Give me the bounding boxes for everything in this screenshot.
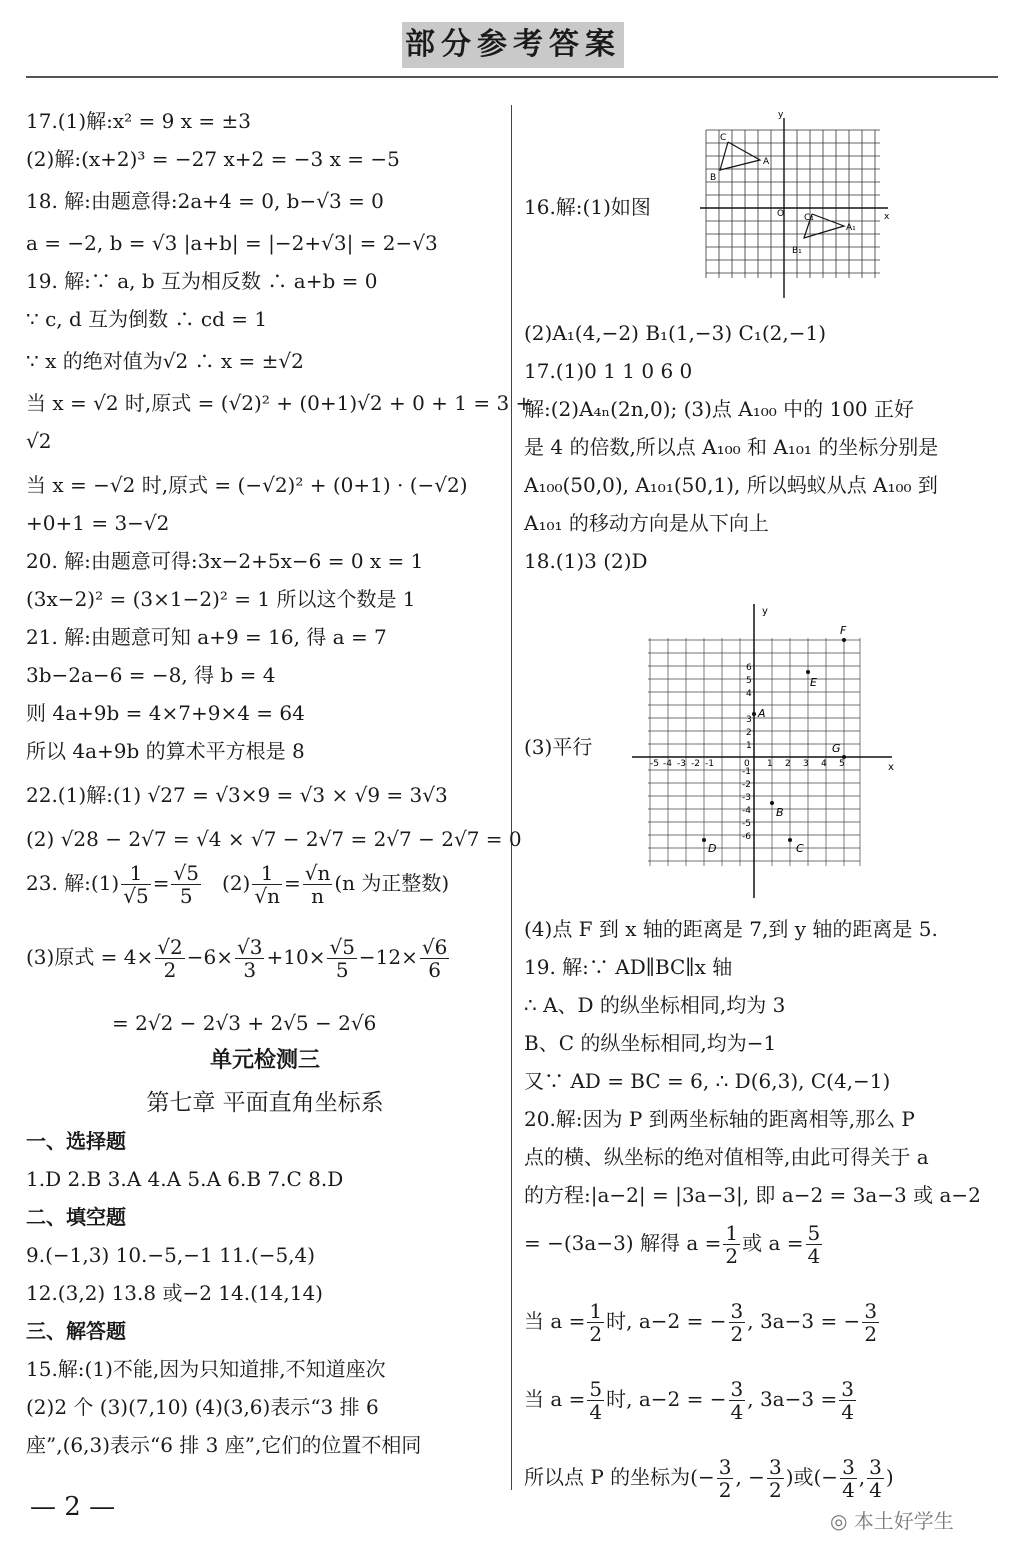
watermark: ◎ 本土好学生: [830, 1509, 954, 1533]
answer-line: 3b−2a−6 = −8, 得 b = 4: [26, 663, 276, 687]
point-label: A₁: [846, 223, 856, 233]
answer-line: ∵ c, d 互为倒数 ∴ cd = 1: [26, 307, 268, 331]
answer-line: 15.解:(1)不能,因为只知道排,不知道座次: [26, 1357, 386, 1381]
point-label: B: [710, 173, 717, 183]
answer-line: (2)A₁(4,−2) B₁(1,−3) C₁(2,−1): [524, 321, 827, 345]
answer-line-fractions: 23. 解:(1) $\frac{1}{√5}$ = $\frac{√5}{5}$ (2) $\frac{1}{√n}$ = $\frac{√n}{n}$ (n 为正整数): [26, 861, 450, 908]
answer-line: √2: [26, 429, 52, 453]
svg-text:-4: -4: [742, 806, 751, 816]
point-label: D: [708, 842, 717, 855]
point-label: C: [796, 842, 804, 855]
point-label: C₁: [804, 213, 814, 223]
svg-text:-2: -2: [691, 759, 700, 769]
svg-text:3: 3: [803, 759, 809, 769]
answer-line: 17.(1)解:x² = 9 x = ±3: [26, 109, 251, 133]
answer-line-fractions: (3)原式 = 4× $\frac{√2}{2}$ −6× $\frac{√3}{3}$ +10× $\frac{√5}{5}$ −12× $\frac{√6}{6}$: [26, 935, 448, 982]
answer-line: 12.(3,2) 13.8 或−2 14.(14,14): [26, 1281, 323, 1305]
answer-line-fractions: 所以点 P 的坐标为(− $\frac{3}{2}$ , − $\frac{3}{2}$ )或(− $\frac{3}{4}$ , $\frac{3}{4}$ ): [524, 1455, 894, 1502]
point-label: A: [758, 707, 766, 720]
svg-text:5: 5: [839, 759, 845, 769]
unit-title: 单元检测三: [209, 1048, 320, 1073]
svg-text:-4: -4: [663, 759, 672, 769]
page-title: 部分参考答案: [402, 22, 624, 68]
answer-line: 点的横、纵坐标的绝对值相等,由此可得关于 a: [524, 1145, 929, 1169]
coordinate-grid-figure-1: [700, 108, 900, 300]
answer-line-fractions: 当 a = $\frac{1}{2}$ 时, a−2 = − $\frac{3}{2}$ , 3a−3 = − $\frac{3}{2}$: [524, 1299, 878, 1346]
answer-line: (3x−2)² = (3×1−2)² = 1 所以这个数是 1: [26, 587, 416, 611]
answer-line: (3)平行: [524, 735, 593, 759]
svg-text:-5: -5: [650, 759, 659, 769]
svg-text:3: 3: [746, 715, 752, 725]
answer-line: 17.(1)0 1 1 0 6 0: [524, 359, 693, 383]
answer-line: (2) √28 − 2√7 = √4 × √7 − 2√7 = 2√7 − 2√7 = 0: [26, 827, 522, 851]
answer-line: 20.解:因为 P 到两坐标轴的距离相等,那么 P: [524, 1107, 915, 1131]
svg-text:2: 2: [785, 759, 791, 769]
header-rule: [26, 76, 998, 78]
right-column-middle: [524, 314, 1000, 580]
svg-text:5: 5: [746, 676, 752, 686]
point-label: C: [720, 133, 727, 143]
answer-line: (2)解:(x+2)³ = −27 x+2 = −3 x = −5: [26, 147, 400, 171]
answer-line: 21. 解:由题意可知 a+9 = 16, 得 a = 7: [26, 625, 387, 649]
point-label: F: [840, 624, 847, 637]
svg-text:4: 4: [821, 759, 827, 769]
svg-text:1: 1: [746, 741, 752, 751]
answer-line: 的方程:|a−2| = |3a−3|, 即 a−2 = 3a−3 或 a−2: [524, 1183, 981, 1207]
point-label: A: [763, 157, 770, 167]
svg-text:-5: -5: [742, 819, 751, 829]
answer-line: +0+1 = 3−√2: [26, 511, 170, 535]
svg-text:-1: -1: [742, 767, 751, 777]
answer-line: 16.解:(1)如图: [524, 195, 651, 219]
svg-text:4: 4: [746, 689, 752, 699]
answer-line: A₁₀₁ 的移动方向是从下向上: [524, 511, 769, 535]
coordinate-grid-figure-2: [630, 600, 900, 900]
answer-line: 所以 4a+9b 的算术平方根是 8: [26, 739, 305, 763]
answer-line: 1.D 2.B 3.A 4.A 5.A 6.B 7.C 8.D: [26, 1167, 344, 1191]
svg-text:-6: -6: [742, 832, 751, 842]
answer-line: ∴ A、D 的纵坐标相同,均为 3: [524, 993, 786, 1017]
section-heading: 二、填空题: [26, 1205, 126, 1229]
wechat-icon: ◎: [830, 1509, 848, 1533]
svg-text:2: 2: [746, 728, 752, 738]
answer-line: 则 4a+9b = 4×7+9×4 = 64: [26, 701, 305, 725]
svg-text:-3: -3: [742, 793, 751, 803]
answer-line: 20. 解:由题意可得:3x−2+5x−6 = 0 x = 1: [26, 549, 424, 573]
y-axis-label: y: [762, 606, 768, 617]
chapter-title: 第七章 平面直角坐标系: [146, 1090, 384, 1116]
section-heading: 三、解答题: [26, 1319, 126, 1343]
svg-text:-3: -3: [677, 759, 686, 769]
left-column: [26, 102, 533, 1464]
origin-label: O: [777, 209, 785, 219]
svg-text:-2: -2: [742, 780, 751, 790]
answer-line: A₁₀₀(50,0), A₁₀₁(50,1), 所以蚂蚁从点 A₁₀₀ 到: [524, 473, 938, 497]
page-number: — 2 —: [30, 1492, 116, 1522]
answer-line: 又∵ AD = BC = 6, ∴ D(6,3), C(4,−1): [524, 1069, 891, 1093]
y-tick-labels: [742, 663, 752, 842]
point-label: E: [810, 676, 817, 689]
x-axis-label: x: [888, 762, 894, 773]
point-label: B₁: [792, 246, 802, 256]
answer-line: 当 x = −√2 时,原式 = (−√2)² + (0+1) · (−√2): [26, 473, 468, 497]
answer-line: 19. 解:∵ AD∥BC∥x 轴: [524, 955, 733, 979]
svg-text:6: 6: [746, 663, 752, 673]
y-axis-label: y: [778, 110, 784, 120]
answer-line: a = −2, b = √3 |a+b| = |−2+√3| = 2−√3: [26, 231, 438, 255]
answer-line: 9.(−1,3) 10.−5,−1 11.(−5,4): [26, 1243, 316, 1267]
answer-line: 22.(1)解:(1) √27 = √3×9 = √3 × √9 = 3√3: [26, 783, 448, 807]
answer-line: 18. 解:由题意得:2a+4 = 0, b−√3 = 0: [26, 189, 384, 213]
right-column-lower: [524, 910, 1000, 1518]
answer-line: 是 4 的倍数,所以点 A₁₀₀ 和 A₁₀₁ 的坐标分别是: [524, 435, 939, 459]
svg-text:-1: -1: [705, 759, 714, 769]
answer-line: (2)2 个 (3)(7,10) (4)(3,6)表示“3 排 6: [26, 1395, 379, 1419]
point-label: G: [832, 742, 841, 755]
answer-line: 当 x = √2 时,原式 = (√2)² + (0+1)√2 + 0 + 1 = 3 +: [26, 391, 533, 415]
answer-line-fractions: 当 a = $\frac{5}{4}$ 时, a−2 = − $\frac{3}{4}$ , 3a−3 = $\frac{3}{4}$: [524, 1377, 854, 1424]
answer-line-fractions: = −(3a−3) 解得 a = $\frac{1}{2}$ 或 a = $\frac{5}{4}$: [524, 1221, 821, 1268]
column-divider: [511, 105, 512, 1490]
point-label: B: [776, 806, 784, 819]
answer-line: B、C 的纵坐标相同,均为−1: [524, 1031, 777, 1055]
x-axis-label: x: [884, 212, 890, 222]
answer-line: ∵ x 的绝对值为√2 ∴ x = ±√2: [26, 349, 304, 373]
answer-line: 座”,(6,3)表示“6 排 3 座”,它们的位置不相同: [26, 1433, 422, 1457]
answer-line: 18.(1)3 (2)D: [524, 549, 648, 573]
answer-line: = 2√2 − 2√3 + 2√5 − 2√6: [112, 1011, 377, 1035]
section-heading: 一、选择题: [26, 1129, 126, 1153]
answer-line: (4)点 F 到 x 轴的距离是 7,到 y 轴的距离是 5.: [524, 917, 938, 941]
svg-text:0: 0: [744, 759, 750, 769]
answer-line: 19. 解:∵ a, b 互为相反数 ∴ a+b = 0: [26, 269, 378, 293]
answer-line: 解:(2)A₄ₙ(2n,0); (3)点 A₁₀₀ 中的 100 正好: [524, 397, 914, 421]
svg-text:1: 1: [767, 759, 773, 769]
